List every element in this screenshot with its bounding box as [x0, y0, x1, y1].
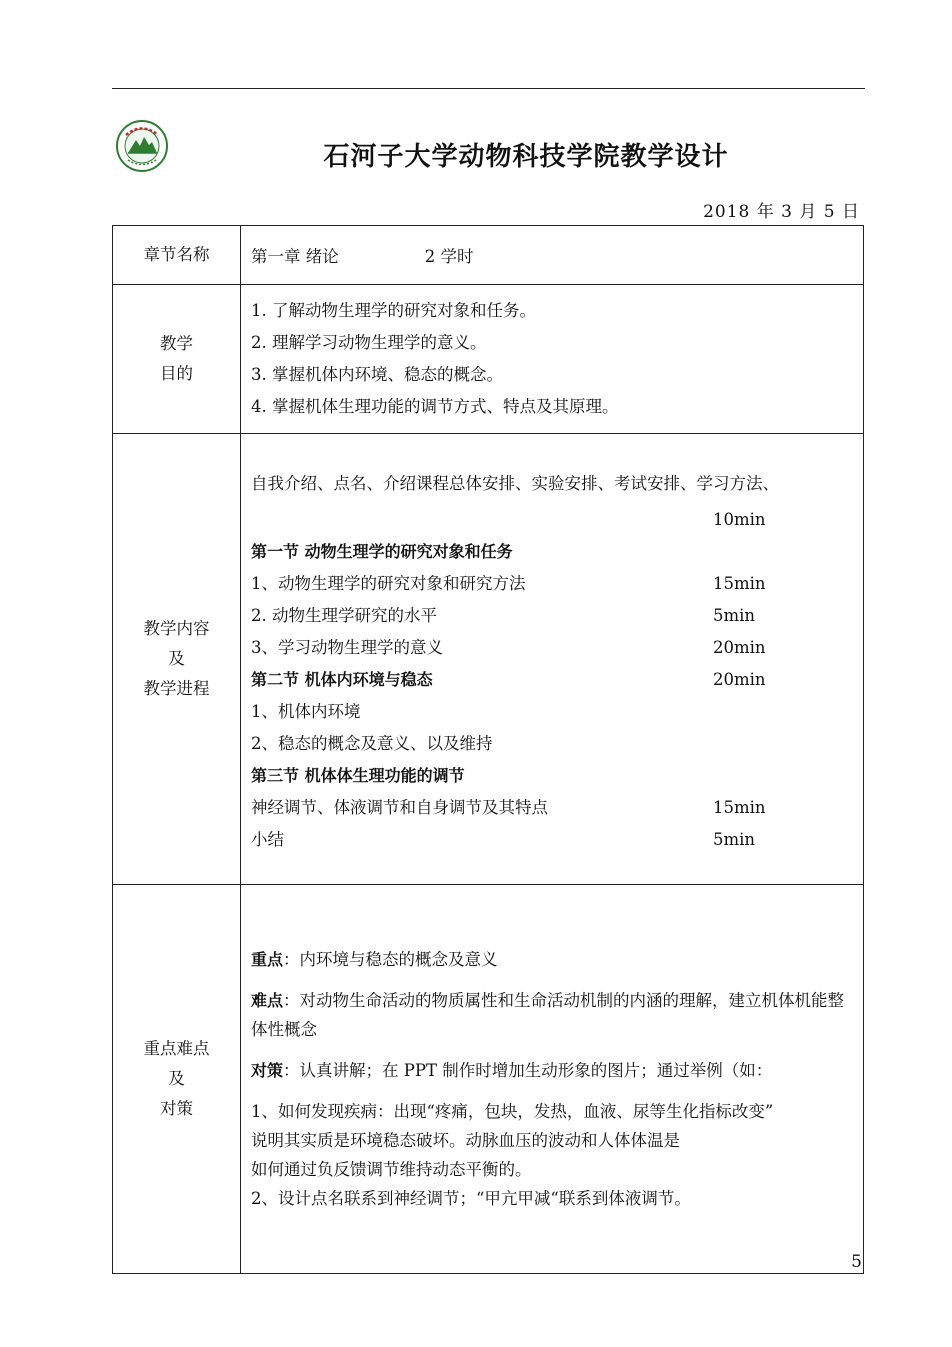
intro-time: 10min [713, 510, 766, 529]
content-time: 5min [713, 830, 756, 849]
objectives-row [113, 285, 864, 434]
content-time [713, 760, 863, 792]
objective-item: 3. 掌握机体内环境、稳态的概念。 [251, 365, 503, 384]
content-line [251, 792, 863, 824]
chapter-label: 章节名称 [113, 226, 241, 285]
content-line [251, 600, 863, 632]
header-rule [112, 88, 865, 89]
content-line [251, 568, 863, 600]
intro-time-line [251, 504, 863, 536]
example-2-line: 2、设计点名联系到神经调节；“甲亢甲减“联系到体液调节。 [251, 1189, 691, 1208]
example-1-line-c: 如何通过负反馈调节维持动态平衡的。 [251, 1160, 532, 1179]
content-line [251, 728, 863, 760]
content-line [251, 664, 863, 696]
document-date: 2018 年 3 月 5 日 [703, 202, 860, 222]
section-heading: 第三节 机体体生理功能的调节 [251, 766, 465, 785]
objective-item: 1. 了解动物生理学的研究对象和任务。 [251, 301, 536, 320]
content-line [251, 760, 863, 792]
content-item: 1、机体内环境 [251, 702, 361, 721]
focus-paragraph: 重点：内环境与稳态的概念及意义 [251, 950, 498, 969]
content-label: 教学内容 及 教学进程 [113, 434, 241, 885]
content-time [713, 728, 863, 760]
content-time: 5min [713, 606, 756, 625]
page-number: 5 [851, 1252, 862, 1272]
content-line [251, 696, 863, 728]
content-item: 3、学习动物生理学的意义 [251, 638, 443, 657]
content-time: 20min [713, 670, 766, 689]
content-line [251, 632, 863, 664]
teaching-plan-table [112, 225, 864, 1274]
content-time: 20min [713, 638, 766, 657]
content-time [713, 696, 863, 728]
chapter-value-cell [241, 226, 864, 285]
content-item: 小结 [251, 830, 284, 849]
objective-item: 4. 掌握机体生理功能的调节方式、特点及其原理。 [251, 397, 619, 416]
content-lines [251, 536, 863, 856]
section-heading: 第一节 动物生理学的研究对象和任务 [251, 542, 513, 561]
content-line [251, 824, 863, 856]
key-points-cell [241, 885, 864, 1274]
example-1-line-a: 1、如何发现疾病：出现“疼痛，包块，发热，血液、尿等生化指标改变” [251, 1102, 774, 1121]
content-item: 2、稳态的概念及意义、以及维持 [251, 734, 493, 753]
section-heading: 第二节 机体内环境与稳态 [251, 670, 433, 689]
content-line [251, 536, 863, 568]
strategy-paragraph: 对策：认真讲解；在 PPT 制作时增加生动形象的图片；通过举例（如： [251, 1061, 773, 1080]
objectives-label: 教学 目的 [113, 285, 241, 434]
content-time: 15min [713, 574, 766, 593]
objectives-cell [241, 285, 864, 434]
content-item: 2. 动物生理学研究的水平 [251, 606, 437, 625]
content-item: 1、动物生理学的研究对象和研究方法 [251, 574, 526, 593]
intro-line: 自我介绍、点名、介绍课程总体安排、实验安排、考试安排、学习方法、 [251, 474, 779, 493]
example-1-line-b: 说明其实质是环境稳态破坏。动脉血压的波动和人体体温是 [251, 1131, 680, 1150]
content-item: 神经调节、体液调节和自身调节及其特点 [251, 798, 548, 817]
document-title: 石河子大学动物科技学院教学设计 [323, 142, 729, 172]
objective-item: 2. 理解学习动物生理学的意义。 [251, 333, 487, 352]
key-points-row [113, 885, 864, 1274]
chapter-row [113, 226, 864, 285]
difficulty-paragraph: 难点：对动物生命活动的物质属性和生命活动机制的内涵的理解，建立机体机能整体性概念 [251, 991, 845, 1039]
content-row [113, 434, 864, 885]
key-points-label: 重点难点 及 对策 [113, 885, 241, 1274]
chapter-hours: 2 学时 [424, 247, 474, 266]
content-time [713, 536, 863, 568]
chapter-name: 第一章 绪论 [251, 247, 339, 266]
content-time: 15min [713, 798, 766, 817]
content-cell [241, 434, 864, 885]
